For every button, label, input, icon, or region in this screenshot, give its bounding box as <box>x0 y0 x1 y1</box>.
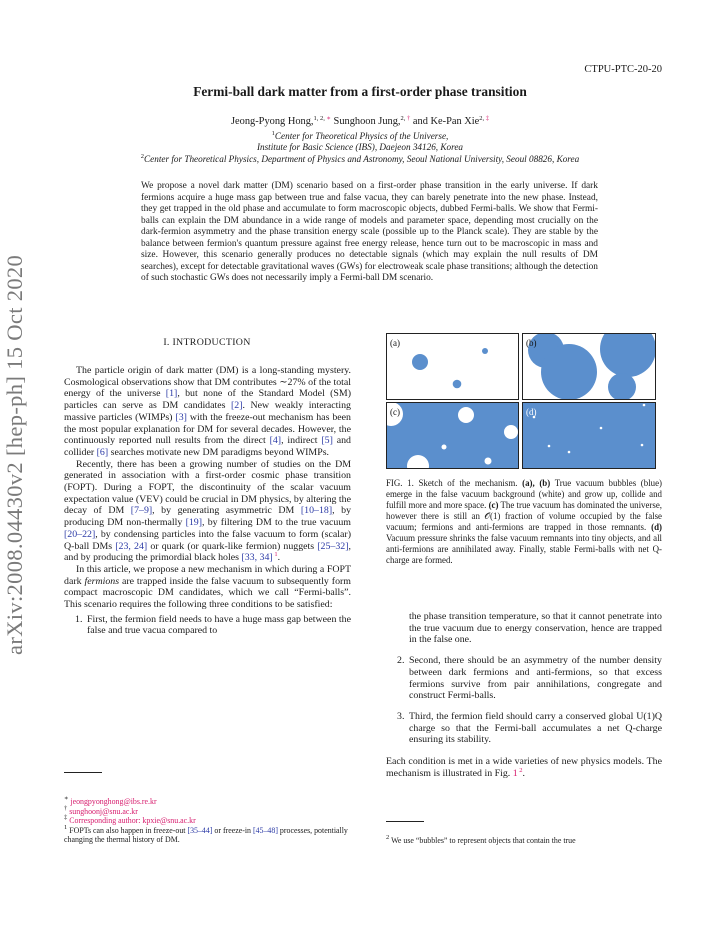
footnote-1: ∗ jeongpyonghong@ibs.re.kr <box>64 795 157 806</box>
report-number: CTPU-PTC-20-20 <box>584 64 662 75</box>
panel-a-background <box>387 334 519 400</box>
fermi-ball <box>568 451 571 454</box>
footnote-rule <box>64 772 102 773</box>
panel-label-b: (b) <box>526 338 537 348</box>
paper-title: Fermi-ball dark matter from a first-order phase transition <box>193 84 527 99</box>
fermi-ball <box>548 445 551 448</box>
email-link[interactable]: jeongpyonghong@ibs.re.kr <box>70 797 157 806</box>
section-heading: I. INTRODUCTION <box>163 337 251 348</box>
author-hong: Jeong-Pyong Hong, <box>230 116 314 127</box>
affiliation-1 <box>0 131 720 142</box>
left-column <box>64 365 351 637</box>
footnote-4: $^1$ FOPTs can also happen in freeze-out [35–44] or freeze-in [45–48] processes, potentially changing the thermal history of DM. <box>64 823 348 845</box>
citation-link[interactable]: [25–32] <box>317 540 349 552</box>
right-column <box>386 611 662 779</box>
bubble <box>453 380 462 389</box>
author-xie: Ke-Pan Xie <box>430 116 480 127</box>
author-sup: 2, <box>400 115 408 122</box>
figure-ref-link[interactable]: 1 <box>512 767 518 779</box>
citation-link[interactable]: [2] <box>231 400 243 412</box>
citation-link[interactable]: [19] <box>185 517 203 529</box>
figure-caption: FIG. 1. Sketch of the mechanism. (a), (b) True vacuum bubbles (blue) emerge in the false vacuum background (white) and grow up, collide and fulfill more and more space. (c) The true vacuum has dominated the universe, however there is still an 𝒪(1) fraction of volume occupied by the false vacuum; fermions and anti-fermions are trapped in those remnants. (d) Vacuum pressure shrinks the false vacuum remnants into tiny objects, and all anti-fermions are annihilated away. Finally, stable Fermi-balls with net Q-charge are formed. <box>386 478 662 565</box>
false-vacuum-remnant <box>504 425 518 439</box>
arxiv-stamp[interactable]: arXiv:2008.04430v2 [hep-ph] 15 Oct 2020 <box>2 254 27 655</box>
author-mark[interactable]: † <box>407 115 411 122</box>
footnote-2-right: $^2$ We use “bubbles” to represent objects that contain the true <box>386 834 576 845</box>
author-and: and <box>412 116 428 127</box>
citation-link[interactable]: [20–22] <box>64 528 96 540</box>
condition-1: 1. First, the fermion field needs to have a huge mass gap between the false and true vacua compared to <box>75 613 351 637</box>
intro-paragraph-1: The particle origin of dark matter (DM) is a long-standing mystery. Cosmological observations show that DM contributes ∼27% of the total energy of the universe [1], but none of the Standard Model (SM) particles can serve as DM candidates [2]. New weakly interacting massive particles (WIMPs) [3] with the freeze-out mechanism has been the most popular explanation for DM for several decades. However, the continuously reported null results from the direct [4], indirect [5] and collider [6] searches motivate new DM paradigms beyond WIMPs. <box>64 365 351 458</box>
author-mark[interactable]: ∗ <box>326 115 331 122</box>
footnote-ref[interactable]: 1 <box>272 551 278 559</box>
bubble <box>608 373 636 401</box>
affiliation-2 <box>0 154 720 165</box>
footnote-ref[interactable]: 2 <box>517 766 523 774</box>
author-sup: 1, 2, <box>313 115 327 122</box>
affiliation-1-line2: Institute for Basic Science (IBS), Daejeon 34126, Korea <box>256 142 464 152</box>
panel-b <box>523 333 657 401</box>
citation-link[interactable]: [5] <box>321 435 333 447</box>
condition-1-continued: the phase transition temperature, so that it cannot penetrate into the true vacuum due to energy conservation, hence are trapped in the false one. <box>409 611 662 646</box>
condition-2: 2. Second, there should be an asymmetry of the number density between dark fermions and anti-fermions, so that excess fermions survive from pair annihilations, congregate and construct Fermi-balls. <box>397 655 662 702</box>
mechanism-paragraph: Each condition is met in a wide varieties of new physics models. The mechanism is illustrated in Fig. 1 $^2$. <box>386 756 662 779</box>
footnote-2: † sunghoonj@snu.ac.kr <box>64 804 138 816</box>
false-vacuum-remnant <box>485 458 492 465</box>
citation-link[interactable]: [6] <box>96 446 109 458</box>
footnote-rule <box>386 821 424 822</box>
email-link[interactable]: Corresponding author: kpxie@snu.ac.kr <box>69 816 196 826</box>
bubble <box>541 344 597 400</box>
citation-link[interactable]: [4] <box>269 435 282 447</box>
footnote-3: ‡ Corresponding author: kpxie@snu.ac.kr <box>64 814 196 826</box>
fermi-ball <box>643 404 646 407</box>
panel-a <box>387 334 519 400</box>
intro-paragraph-2: Recently, there has been a growing number of studies on the DM generated in association with a first-order cosmic phase transition (FOPT). During a FOPT, the discontinuity of the scalar vacuum expectation value (VEV) could be crucial in DM physics, by altering the decay of DM [7–9], by generating asymmetric DM [10–18], by producing DM non-thermally [19], by filtering DM to the true vacuum [20–22], by condensing particles into the false vacuum to form (scalar) Q-ball DMs [23, 24] or quark (or quark-like fermion) nuggets [25–32], and by producing the primordial black holes [33, 34] $^1$. <box>64 458 352 564</box>
figure-1-sketch <box>386 333 656 469</box>
affil-sup: 1 <box>271 130 275 137</box>
author-jung: Sunghoon Jung, <box>333 116 401 127</box>
panel-d <box>523 403 656 469</box>
citation-link[interactable]: [3] <box>175 411 187 423</box>
author-sup: 2, <box>479 115 486 122</box>
citation-link[interactable]: [10–18] <box>300 505 333 517</box>
affil-sup: 2 <box>140 153 145 160</box>
citation-link[interactable]: [23, 24] <box>115 540 148 552</box>
author-mark[interactable]: ‡ <box>485 115 490 122</box>
fermi-ball <box>641 444 644 447</box>
panel-c <box>386 402 519 469</box>
citation-link[interactable]: [33, 34] <box>241 552 273 564</box>
intro-paragraph-3: In this article, we propose a new mechanism in which during a FOPT dark fermions are trapped inside the false vacuum to subsequently form compact macroscopic DM candidates, which we call “Fermi-balls”. This scenario requires the following three conditions to be satisfied: <box>64 563 351 611</box>
panel-label-c: (c) <box>390 407 400 417</box>
citation-link[interactable]: [45–48] <box>252 825 278 835</box>
fermi-ball <box>600 427 603 430</box>
false-vacuum-remnant <box>458 407 474 423</box>
affil-text: Center for Theoretical Physics, Department of Physics and Astronomy, Seoul National University, Seoul 08826, Korea <box>144 154 580 164</box>
panel-label-a: (a) <box>390 338 400 348</box>
citation-link[interactable]: [1] <box>165 388 178 400</box>
email-link[interactable]: sunghoonj@snu.ac.kr <box>69 806 138 816</box>
bubble <box>412 354 428 370</box>
citation-link[interactable]: [7–9] <box>130 505 153 517</box>
false-vacuum-remnant <box>442 445 447 450</box>
condition-3: 3. Third, the fermion field should carry a conserved global U(1)Q charge so that the Fermi-ball accumulates a net Q-charge ensuring its stability. <box>397 710 662 746</box>
affil-text: Center for Theoretical Physics of the Universe, <box>274 131 449 141</box>
bubble <box>482 348 488 354</box>
citation-link[interactable]: [35–44] <box>187 825 213 835</box>
panel-label-d: (d) <box>526 407 537 417</box>
author-list <box>0 116 720 127</box>
abstract: We propose a novel dark matter (DM) scenario based on a first-order phase transition in the early universe. If dark fermions acquire a huge mass gap between true and false vacua, they can barely penetrate into the new phase. Instead, they get trapped in the old phase and accumulate to form macroscopic objects, dubbed Fermi-balls. We show that Fermi-balls can explain the DM abundance in a wide range of models and parameter space, depending most crucially on the dark-fermion asymmetry and the phase transition energy scale (possible up to the Planck scale). They are stable by the balance between fermion's quantum pressure against free energy release, hence turn out to be macroscopic in mass and size. However, this scenario generally produces no detectable signals (which may explain the null results of DM searches), except for detectable gravitational waves (GWs) for electroweak scale phase transitions; although the detection of such stochastic GWs does not necessarily imply a Fermi-ball DM scenario. <box>141 181 598 283</box>
footnotes-left <box>64 797 354 845</box>
